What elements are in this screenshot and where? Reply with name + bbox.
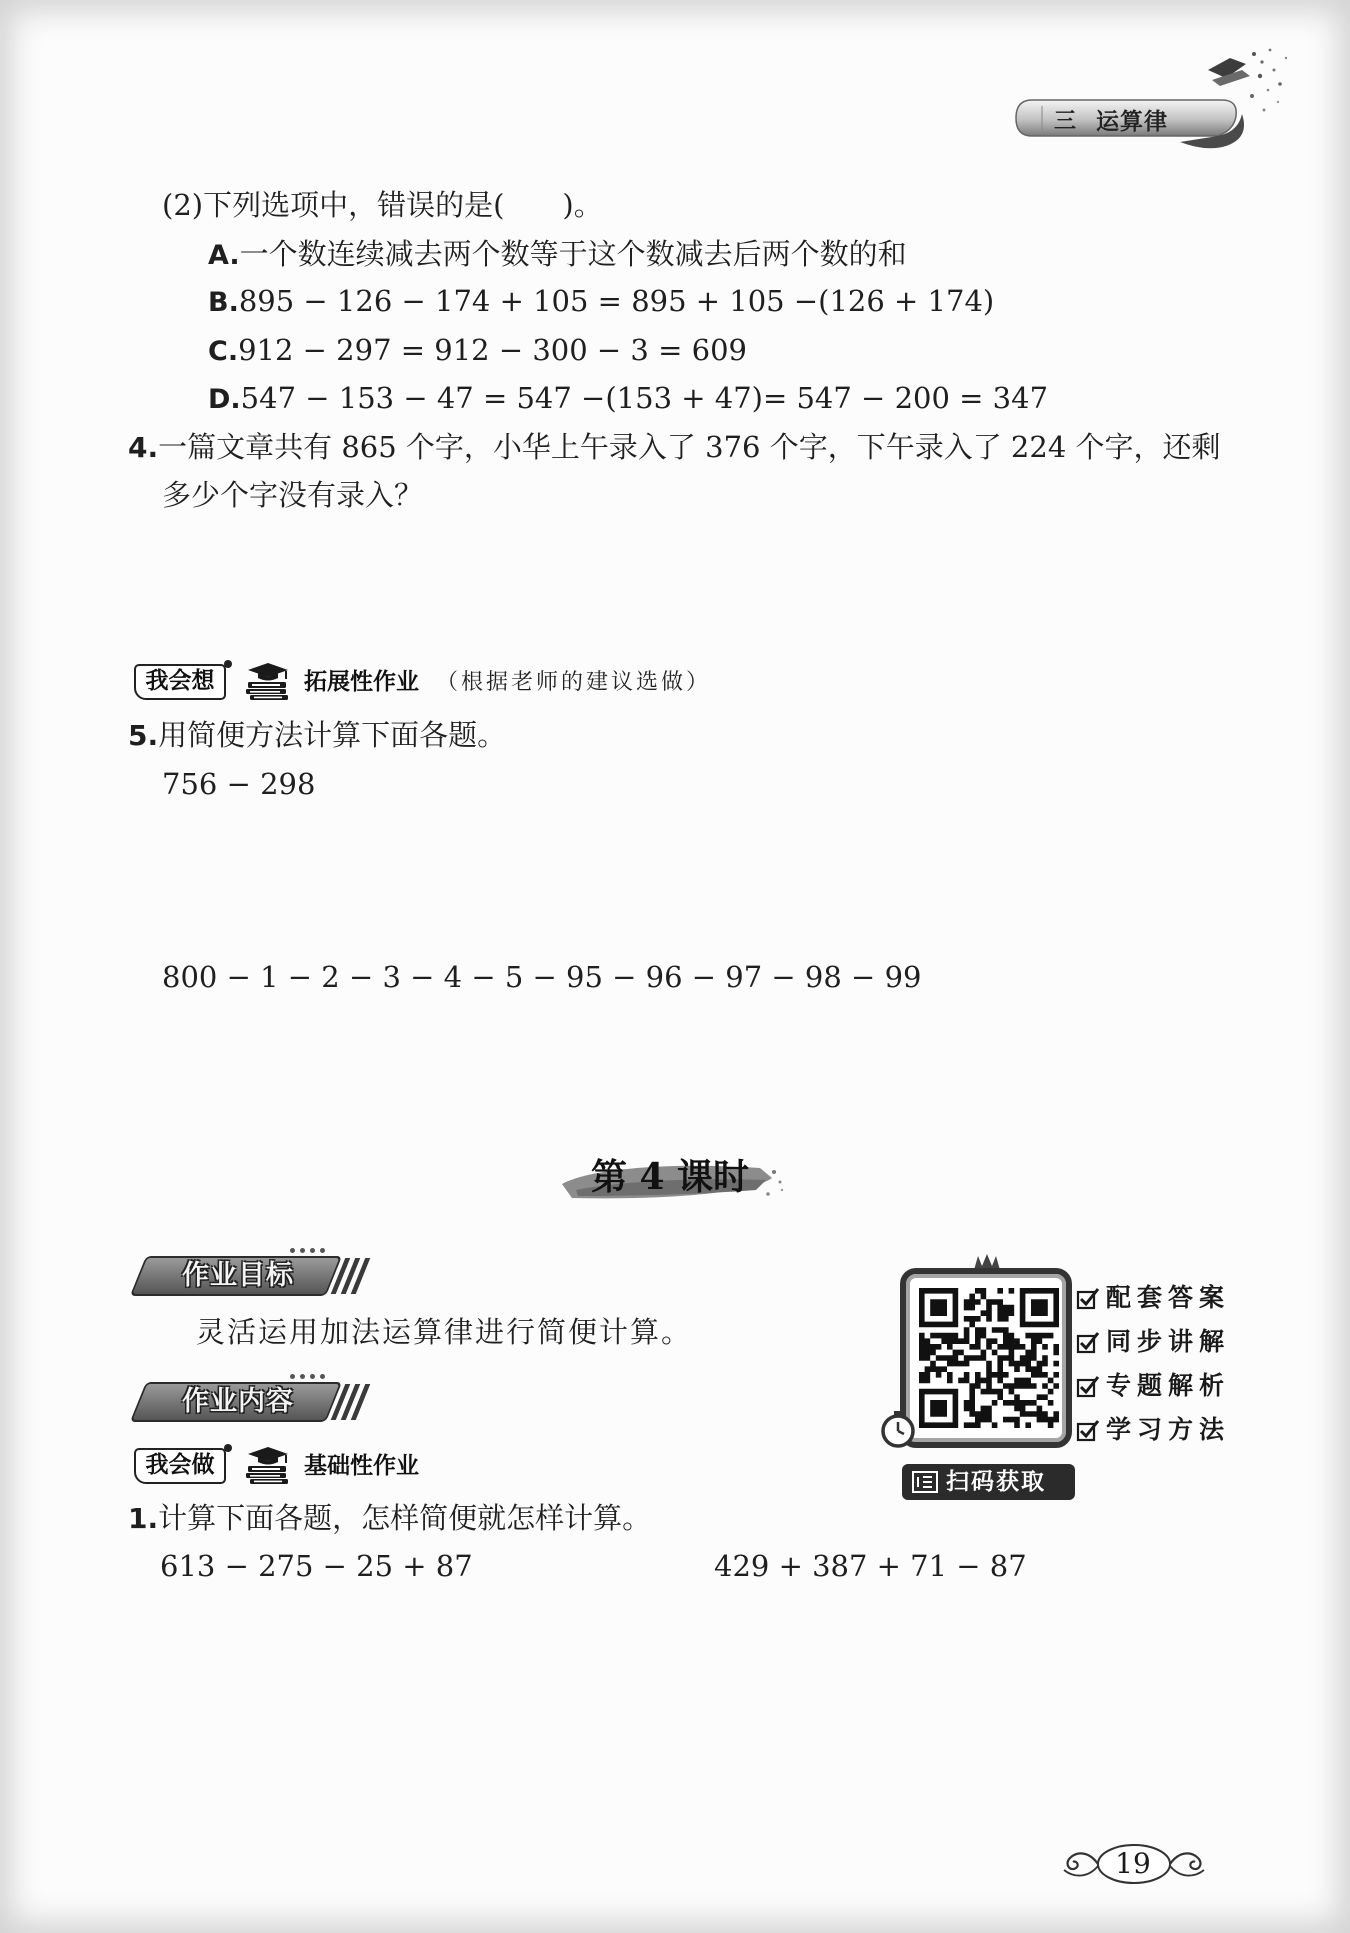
badge-dot	[320, 1374, 325, 1379]
question-5-stem	[128, 715, 506, 756]
option-letter: D.	[208, 384, 241, 415]
option-c	[208, 330, 747, 372]
section-badge-think: 我会想	[134, 664, 226, 700]
question-number: 5.	[128, 719, 159, 752]
badge-dot	[310, 1248, 315, 1253]
book-stack-icon	[244, 1445, 292, 1485]
question-5-expression-2: 800 − 1 − 2 − 3 − 4 − 5 − 95 − 96 − 97 − 98 − 99	[162, 960, 922, 994]
homework-content-badge	[130, 1378, 370, 1428]
question-4-line-2: 多少个字没有录入？	[162, 478, 424, 512]
option-d	[208, 378, 1048, 420]
badge-label: 作业内容	[182, 1386, 294, 1417]
question-1-expression-2: 429 + 387 + 71 − 87	[714, 1549, 1027, 1583]
checkbox-checked-icon	[1076, 1419, 1100, 1443]
chapter-title: 运算律	[1096, 109, 1168, 135]
question-text: 用简便方法计算下面各题。	[158, 718, 507, 752]
scan-button-label: 扫码获取	[946, 1469, 1046, 1495]
stopwatch-icon	[880, 1410, 916, 1448]
badge-dot	[300, 1374, 305, 1379]
feature-item	[1076, 1412, 1256, 1448]
section-title-extension: 拓展性作业	[304, 669, 419, 695]
scan-to-get-button	[902, 1464, 1075, 1500]
option-text: 547 − 153 − 47 = 547 −(153 + 47)= 547 − 200 = 347	[240, 381, 1049, 415]
section-title-basic: 基础性作业	[304, 1453, 419, 1479]
scan-icon	[912, 1471, 938, 1493]
lesson-title: 第 4 课时	[590, 1156, 750, 1198]
badge-dot	[224, 660, 232, 668]
option-text: 895 − 126 − 174 + 105 = 895 + 105 −(126 + 174)	[238, 284, 995, 318]
question-5-expression-1: 756 − 298	[162, 767, 316, 801]
badge-dot	[224, 1444, 232, 1452]
option-a	[208, 234, 907, 276]
question-4-line-1	[128, 427, 1221, 468]
option-text: 912 − 297 = 912 − 300 − 3 = 609	[238, 333, 747, 367]
option-b	[208, 281, 994, 323]
section-note: （根据老师的建议选做）	[436, 670, 712, 695]
question-number: 1.	[128, 1502, 159, 1535]
option-letter: B.	[208, 287, 239, 318]
question-number: 4.	[128, 431, 159, 464]
feature-label: 同步讲解	[1106, 1327, 1231, 1356]
checkbox-checked-icon	[1076, 1331, 1100, 1355]
badge-dot	[290, 1374, 295, 1379]
feature-label: 配套答案	[1106, 1283, 1231, 1312]
feature-item	[1076, 1280, 1256, 1316]
qr-frame	[900, 1268, 1072, 1448]
page-number: 19	[1115, 1847, 1151, 1880]
chapter-number: 三	[1054, 109, 1077, 134]
badge-dot	[310, 1374, 315, 1379]
checkbox-checked-icon	[1076, 1375, 1100, 1399]
badge-dot	[290, 1248, 295, 1253]
qr-code	[919, 1288, 1059, 1428]
badge-dot	[300, 1248, 305, 1253]
option-text: 一个数连续减去两个数等于这个数减去后两个数的和	[239, 237, 907, 271]
feature-label: 学习方法	[1106, 1415, 1231, 1444]
question-1-stem	[128, 1498, 651, 1539]
question-text: 一篇文章共有 865 个字，小华上午录入了 376 个字，下午录入了 224 个字，还剩	[158, 430, 1221, 464]
badge-dot	[320, 1248, 325, 1253]
feature-item	[1076, 1324, 1256, 1360]
question-1-expression-1: 613 − 275 − 25 + 87	[160, 1549, 473, 1583]
feature-label: 专题解析	[1106, 1371, 1231, 1400]
homework-goal-badge	[130, 1252, 370, 1302]
question-text: 计算下面各题，怎样简便就怎样计算。	[158, 1501, 652, 1535]
option-letter: C.	[208, 336, 239, 367]
header-decoration	[1190, 40, 1300, 130]
feature-item	[1076, 1368, 1256, 1404]
option-letter: A.	[208, 240, 240, 271]
badge-label: 作业目标	[182, 1260, 294, 1291]
book-stack-icon	[244, 661, 292, 701]
section-badge-do: 我会做	[134, 1448, 226, 1484]
checkbox-checked-icon	[1076, 1287, 1100, 1311]
question-3-2-stem: (2)下列选项中，错误的是( )。	[162, 188, 603, 222]
homework-goal-text: 灵活运用加法运算律进行简便计算。	[196, 1315, 693, 1349]
